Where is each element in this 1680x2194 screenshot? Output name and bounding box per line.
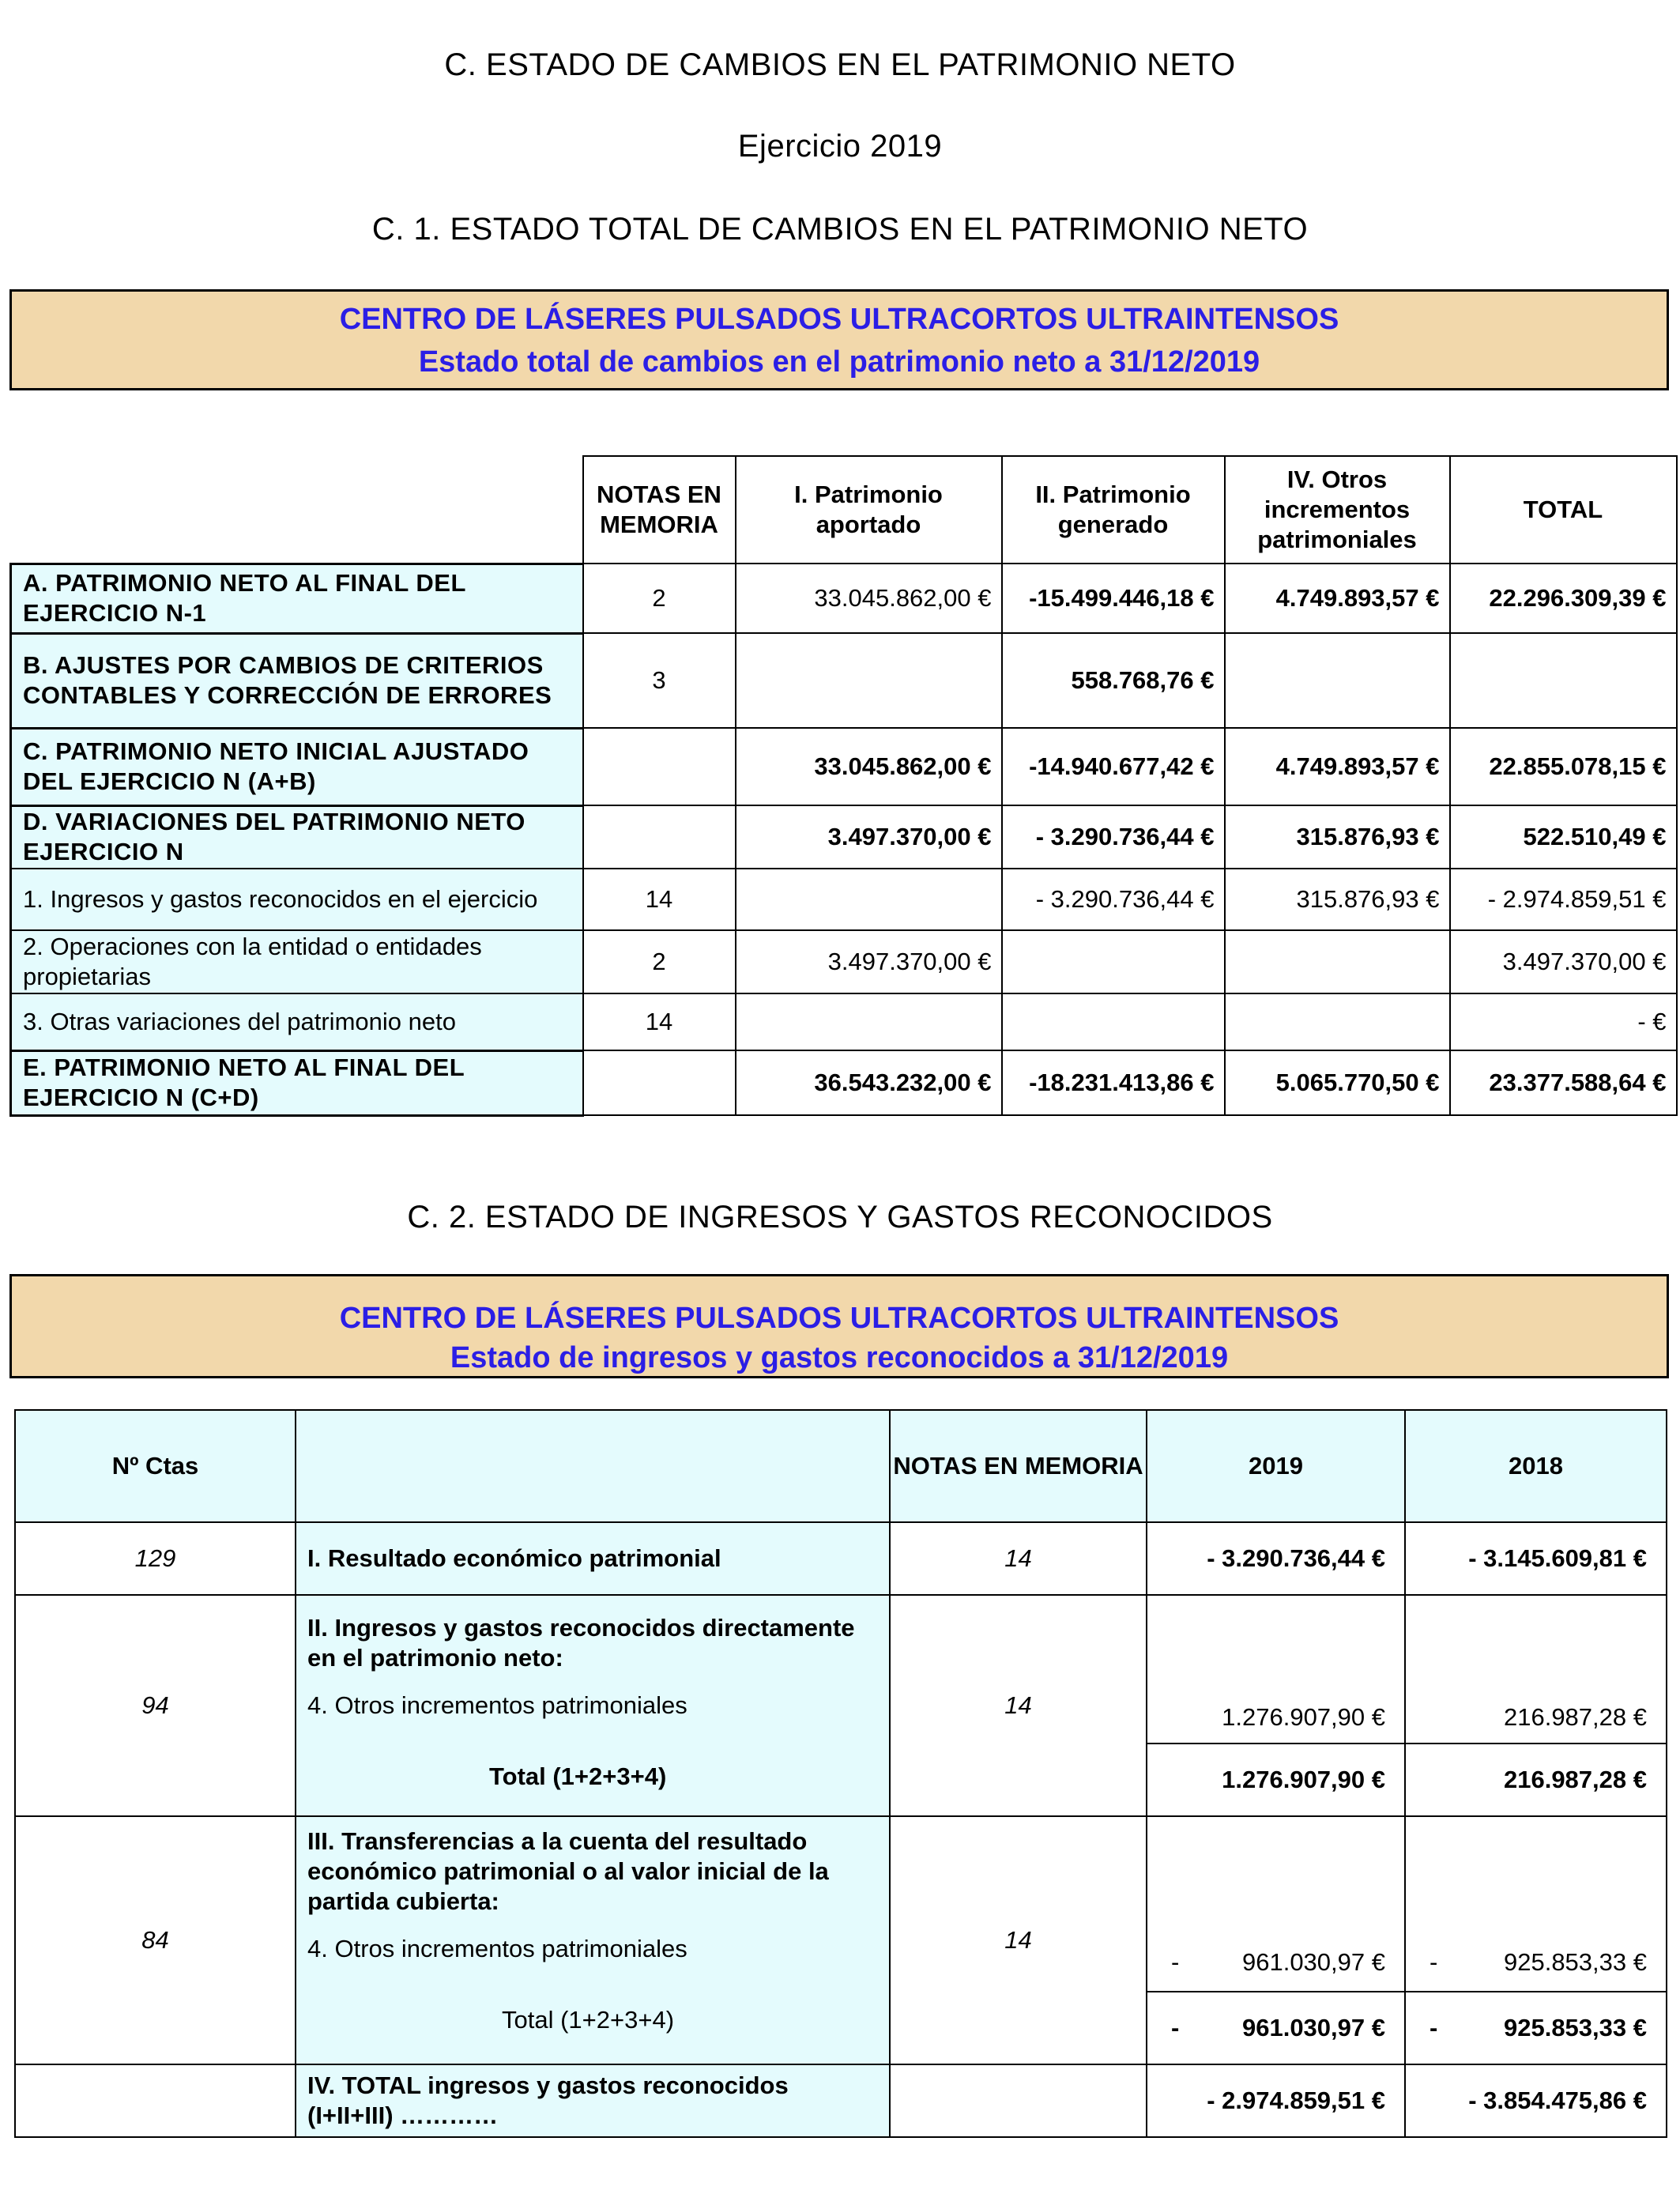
row-total: [1450, 633, 1677, 728]
row-notes: 14: [890, 1522, 1147, 1595]
account-number-empty: [15, 2064, 296, 2137]
section-iii-item: 4. Otros incrementos patrimoniales: [307, 1935, 687, 1962]
minus-sign: -: [1430, 1948, 1438, 1976]
table-row: [15, 1522, 1667, 1595]
table-row: [15, 1816, 1667, 1992]
row-aportado: 33.045.862,00 €: [736, 728, 1002, 805]
section-iii-title: III. Transferencias a la cuenta del resultado económico patrimonial o al valor inicial de la partida cubierta:: [307, 1827, 829, 1915]
row-generado: 558.768,76 €: [1002, 633, 1225, 728]
header-total: TOTAL: [1450, 456, 1677, 564]
row-notes: [583, 805, 736, 869]
table-row: [11, 930, 1677, 993]
header-notes: NOTAS EN MEMORIA: [583, 456, 736, 564]
row-otros: [1225, 633, 1450, 728]
header-patrimonio-generado: II. Patrimonio generado: [1002, 456, 1225, 564]
row-generado: -14.940.677,42 €: [1002, 728, 1225, 805]
section-ii-total-label: Total (1+2+3+4): [489, 1762, 667, 1790]
total-2018: [1405, 1992, 1667, 2064]
row-total: 23.377.588,64 €: [1450, 1050, 1677, 1115]
changes-equity-table: [9, 455, 1678, 1117]
row-otros: 315.876,93 €: [1225, 805, 1450, 869]
banner-c1-org: CENTRO DE LÁSERES PULSADOS ULTRACORTOS ULTRAINTENSOS: [339, 303, 1339, 336]
total-2019-value: 961.030,97 €: [1241, 2014, 1385, 2041]
header-2019: 2019: [1147, 1410, 1405, 1522]
row-notes: [583, 728, 736, 805]
section-iii-total-label: Total (1+2+3+4): [502, 2006, 675, 2034]
row-2018: - 3.145.609,81 €: [1405, 1522, 1667, 1595]
row-2019: [1147, 1816, 1405, 1992]
row-notes: 2: [583, 930, 736, 993]
main-title: C. ESTADO DE CAMBIOS EN EL PATRIMONIO NETO: [444, 47, 1236, 82]
total-2018: 216.987,28 €: [1405, 1744, 1667, 1816]
row-generado: [1002, 993, 1225, 1050]
row-notes: 14: [890, 1595, 1147, 1816]
row-generado: - 3.290.736,44 €: [1002, 869, 1225, 930]
row-total: - €: [1450, 993, 1677, 1050]
row-otros: 4.749.893,57 €: [1225, 564, 1450, 633]
table-row: [11, 564, 1677, 633]
row-aportado: [736, 633, 1002, 728]
row-otros: 5.065.770,50 €: [1225, 1050, 1450, 1115]
row-label: D. VARIACIONES DEL PATRIMONIO NETO EJERCICIO N: [11, 805, 583, 869]
banner-c2-subtitle: Estado de ingresos y gastos reconocidos a 31/12/2019: [450, 1341, 1229, 1374]
table-row: [15, 2064, 1667, 2137]
row-aportado: 3.497.370,00 €: [736, 805, 1002, 869]
row-generado: -18.231.413,86 €: [1002, 1050, 1225, 1115]
row-notes: 2: [583, 564, 736, 633]
row-total: 22.296.309,39 €: [1450, 564, 1677, 633]
table-row: [11, 993, 1677, 1050]
table2-header-row: [15, 1410, 1667, 1522]
total-2019: [1147, 1992, 1405, 2064]
row-generado: [1002, 930, 1225, 993]
row-aportado: 33.045.862,00 €: [736, 564, 1002, 633]
row-label: B. AJUSTES POR CAMBIOS DE CRITERIOS CONTABLES Y CORRECCIÓN DE ERRORES: [11, 633, 583, 728]
row-2019: - 3.290.736,44 €: [1147, 1522, 1405, 1595]
row-label: 3. Otras variaciones del patrimonio neto: [11, 993, 583, 1050]
total-2019: 1.276.907,90 €: [1147, 1744, 1405, 1816]
section-ii-item: 4. Otros incrementos patrimoniales: [307, 1691, 687, 1719]
row-description: IV. TOTAL ingresos y gastos reconocidos (I+II+III) …………: [296, 2064, 890, 2137]
row-generado: - 3.290.736,44 €: [1002, 805, 1225, 869]
minus-sign: -: [1171, 2014, 1180, 2041]
header-blank: [11, 456, 583, 564]
row-2018: - 3.854.475,86 €: [1405, 2064, 1667, 2137]
row-2018: [1405, 1816, 1667, 1992]
account-number: 94: [15, 1595, 296, 1816]
row-notes: 14: [583, 869, 736, 930]
section-ii-title: II. Ingresos y gastos reconocidos directamente en el patrimonio neto:: [307, 1614, 855, 1672]
table-row: [11, 869, 1677, 930]
row-label: 1. Ingresos y gastos reconocidos en el ejercicio: [11, 869, 583, 930]
row-total: - 2.974.859,51 €: [1450, 869, 1677, 930]
row-2019-value: 961.030,97 €: [1241, 1948, 1385, 1976]
minus-sign: -: [1171, 1948, 1180, 1976]
row-notes: 14: [583, 993, 736, 1050]
row-aportado: [736, 993, 1002, 1050]
table-row: [11, 805, 1677, 869]
banner-c2: [9, 1274, 1669, 1378]
year-subtitle: Ejercicio 2019: [737, 129, 943, 164]
header-patrimonio-aportado: I. Patrimonio aportado: [736, 456, 1002, 564]
minus-sign: -: [1430, 2014, 1438, 2041]
row-notes-empty: [890, 2064, 1147, 2137]
table-row: [11, 728, 1677, 805]
header-notes: NOTAS EN MEMORIA: [890, 1410, 1147, 1522]
row-otros: 315.876,93 €: [1225, 869, 1450, 930]
income-expenses-table: [14, 1409, 1667, 2138]
row-notes: 14: [890, 1816, 1147, 2064]
row-label: 2. Operaciones con la entidad o entidades propietarias: [11, 930, 583, 993]
header-2018: 2018: [1405, 1410, 1667, 1522]
row-otros: 4.749.893,57 €: [1225, 728, 1450, 805]
banner-c2-org: CENTRO DE LÁSERES PULSADOS ULTRACORTOS ULTRAINTENSOS: [339, 1302, 1339, 1335]
total-2018-value: 925.853,33 €: [1503, 2014, 1647, 2041]
section-c2-title: C. 2. ESTADO DE INGRESOS Y GASTOS RECONOCIDOS: [407, 1200, 1273, 1235]
row-total: 22.855.078,15 €: [1450, 728, 1677, 805]
row-2019: - 2.974.859,51 €: [1147, 2064, 1405, 2137]
row-2018-value: 925.853,33 €: [1503, 1948, 1647, 1976]
row-label: C. PATRIMONIO NETO INICIAL AJUSTADO DEL EJERCICIO N (A+B): [11, 728, 583, 805]
header-description: [296, 1410, 890, 1522]
header-accounts: Nº Ctas: [15, 1410, 296, 1522]
account-number: 84: [15, 1816, 296, 2064]
section-c1-title: C. 1. ESTADO TOTAL DE CAMBIOS EN EL PATRIMONIO NETO: [371, 212, 1309, 247]
row-label: A. PATRIMONIO NETO AL FINAL DEL EJERCICIO N-1: [11, 564, 583, 633]
banner-c1: [9, 289, 1669, 390]
banner-c1-subtitle: Estado total de cambios en el patrimonio neto a 31/12/2019: [418, 345, 1260, 379]
row-total: 522.510,49 €: [1450, 805, 1677, 869]
row-otros: [1225, 930, 1450, 993]
table-row: [11, 633, 1677, 728]
table-row: [11, 1050, 1677, 1115]
table-row: [15, 1595, 1667, 1744]
row-notes: [583, 1050, 736, 1115]
row-2019: 1.276.907,90 €: [1147, 1595, 1405, 1744]
row-aportado: 3.497.370,00 €: [736, 930, 1002, 993]
row-2018: 216.987,28 €: [1405, 1595, 1667, 1744]
row-otros: [1225, 993, 1450, 1050]
row-total: 3.497.370,00 €: [1450, 930, 1677, 993]
table1-header-row: [11, 456, 1677, 564]
header-otros-incrementos: IV. Otros incrementos patrimoniales: [1225, 456, 1450, 564]
account-number: 129: [15, 1522, 296, 1595]
row-description: [296, 1816, 890, 2064]
row-aportado: 36.543.232,00 €: [736, 1050, 1002, 1115]
row-generado: -15.499.446,18 €: [1002, 564, 1225, 633]
row-description: I. Resultado económico patrimonial: [296, 1522, 890, 1595]
row-label: E. PATRIMONIO NETO AL FINAL DEL EJERCICIO N (C+D): [11, 1050, 583, 1115]
row-aportado: [736, 869, 1002, 930]
row-description: [296, 1595, 890, 1816]
row-notes: 3: [583, 633, 736, 728]
